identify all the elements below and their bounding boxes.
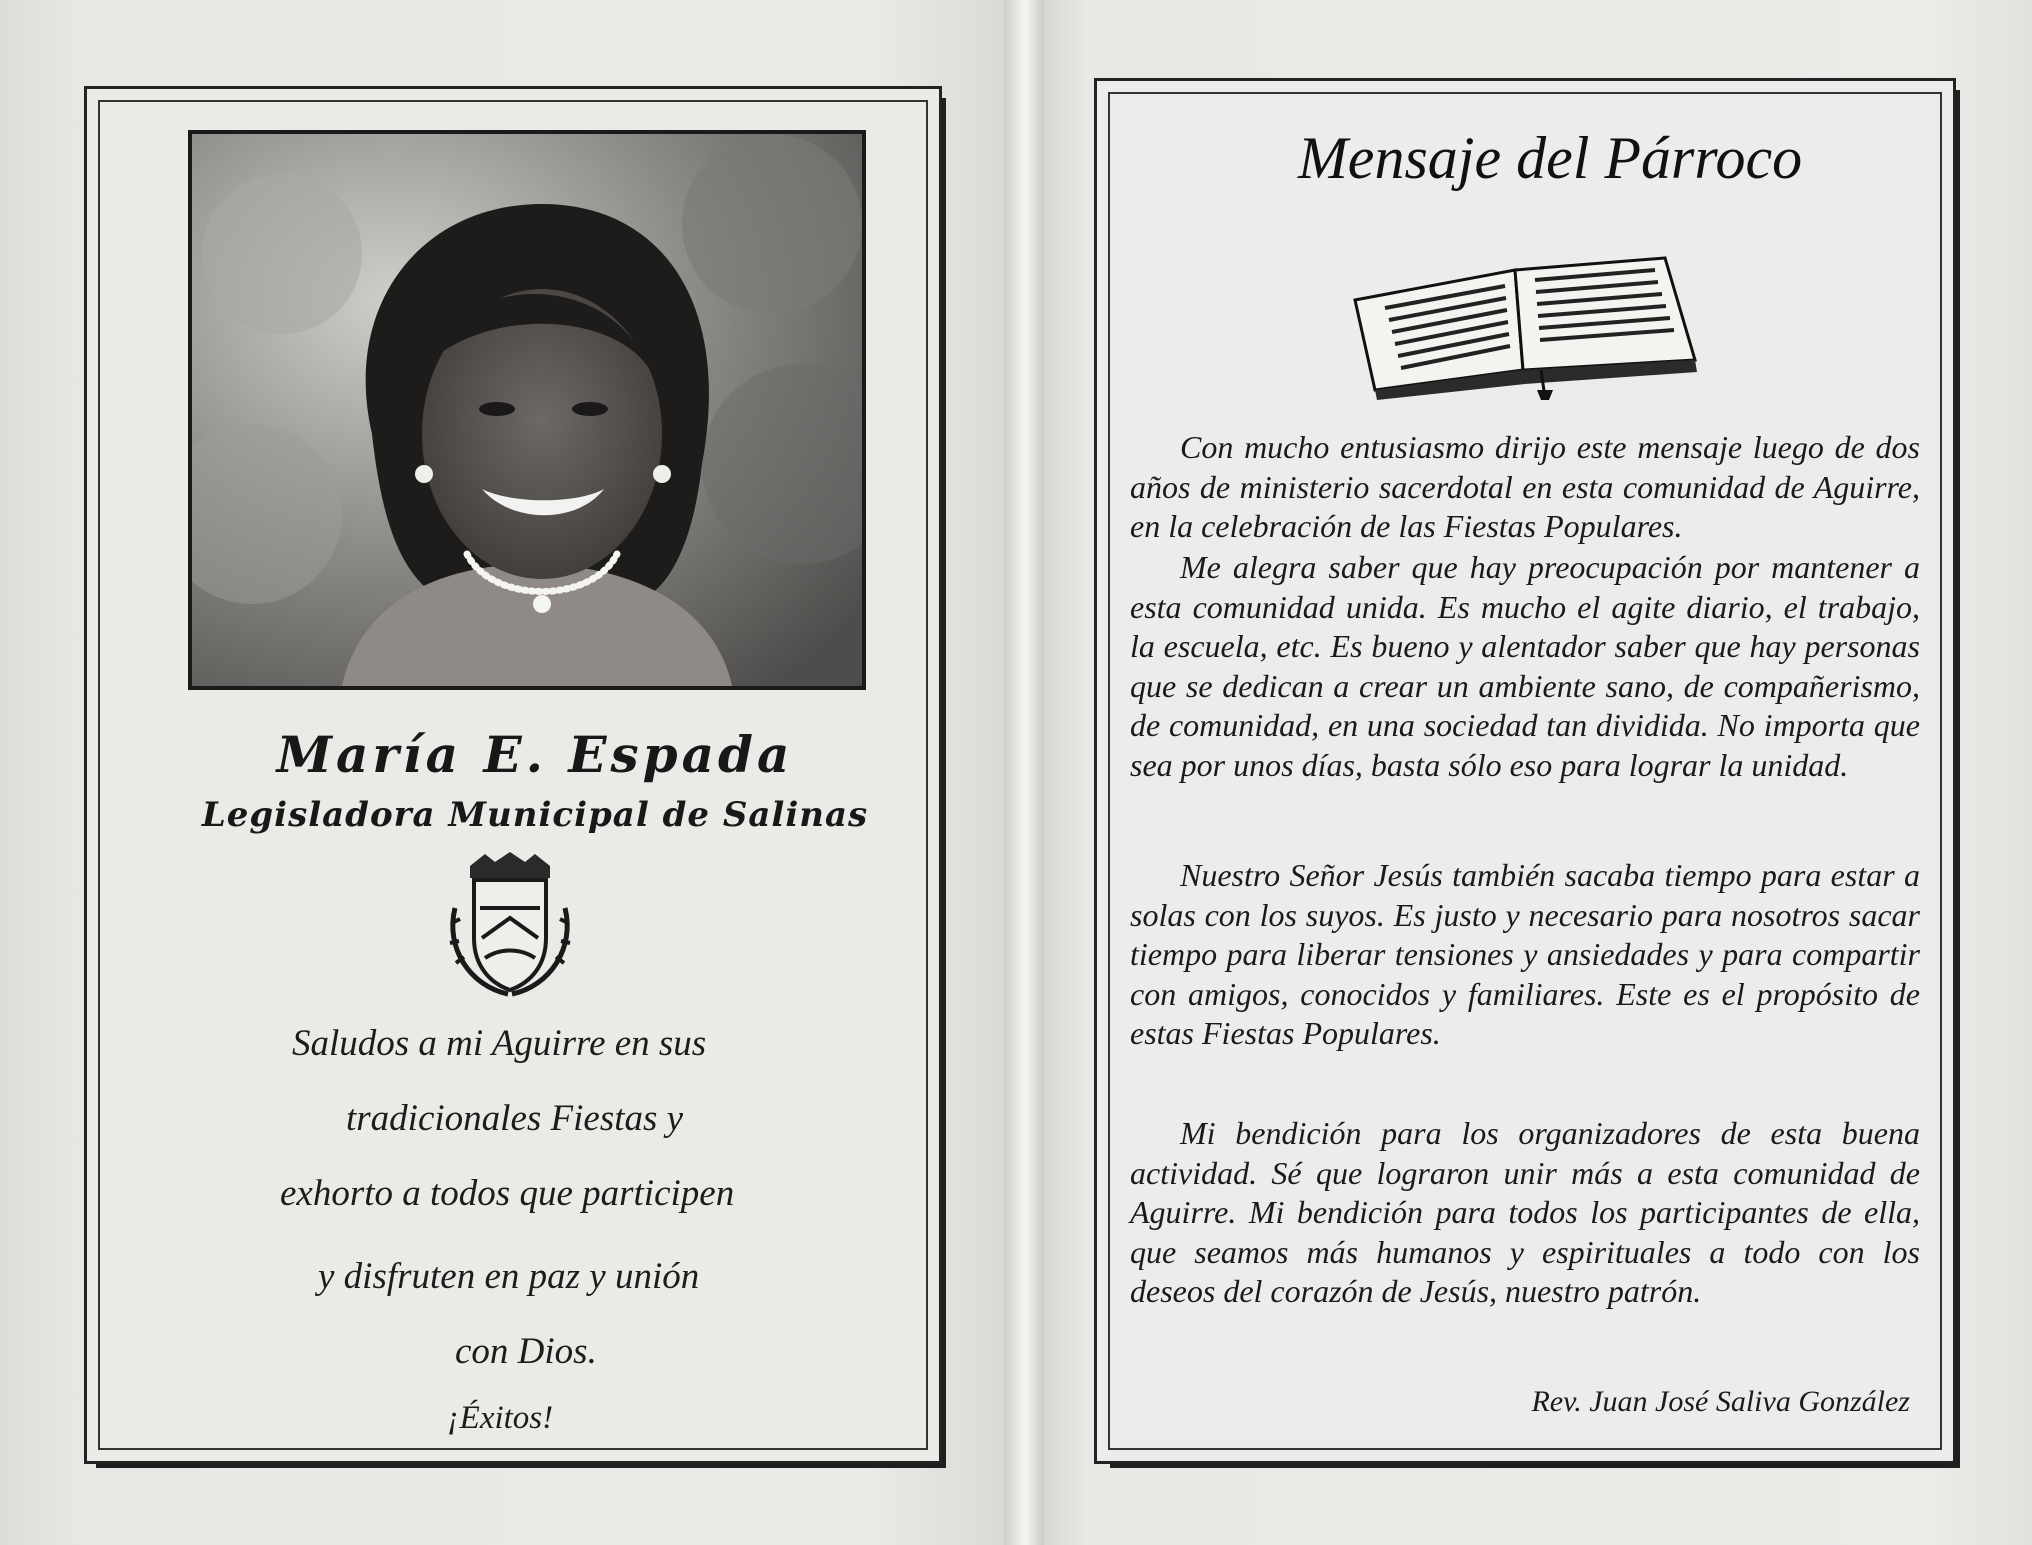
message-paragraph-4: Mi bendición para los organizadores de esta buena actividad. Sé que lograron unir más a esta comunidad de Aguirre. Mi bendición para todos los participantes de ella, que seamos más humanos y espirituales a todo con los deseos del corazón de Jesús, nuestro patrón. <box>1130 1115 1920 1309</box>
book-gutter <box>1004 0 1044 1545</box>
municipal-seal-icon <box>440 848 580 998</box>
legislator-name: María E. Espada <box>276 725 794 784</box>
greeting-line-1: Saludos a mi Aguirre en sus <box>292 1023 707 1064</box>
closing-exitos: ¡Éxitos! <box>446 1400 554 1436</box>
message-paragraph-1: Con mucho entusiasmo dirijo este mensaje luego de dos años de ministerio sacerdotal en esta comunidad de Aguirre, en la celebración de las Fiestas Populares. <box>1130 429 1920 544</box>
signature: Rev. Juan José Saliva González <box>1531 1385 1910 1418</box>
message-paragraph-2: Me alegra saber que hay preocupación por mantener a esta comunidad unida. Es mucho el agite diario, el trabajo, la escuela, etc. Es bueno y alentador saber que hay personas que se dedican a crear un ambiente sano, de compañerismo, de comunidad, en una sociedad tan dividida. No importa que sea por unos días, basta sólo eso para lograr la unidad. <box>1130 549 1920 783</box>
page-title: Mensaje del Párroco <box>1297 125 1803 191</box>
greeting-line-3: exhorto a todos que participen <box>280 1173 735 1214</box>
legislator-role: Legisladora Municipal de Salinas <box>201 795 869 835</box>
message-paragraph-3: Nuestro Señor Jesús también sacaba tiempo para estar a solas con los suyos. Es justo y necesario para nosotros sacar tiempo para liberar tensiones y ansiedades y para compartir con amigos, conocidos y familiares. Este es el propósito de estas Fiestas Populares. <box>1130 857 1920 1051</box>
portrait-photo <box>188 130 866 690</box>
portrait-drawing <box>192 134 862 686</box>
greeting-line-4: y disfruten en paz y unión <box>318 1256 700 1297</box>
greeting-line-2: tradicionales Fiestas y <box>346 1098 684 1139</box>
greeting-line-5: con Dios. <box>455 1331 597 1372</box>
open-bible-icon <box>1345 250 1700 400</box>
